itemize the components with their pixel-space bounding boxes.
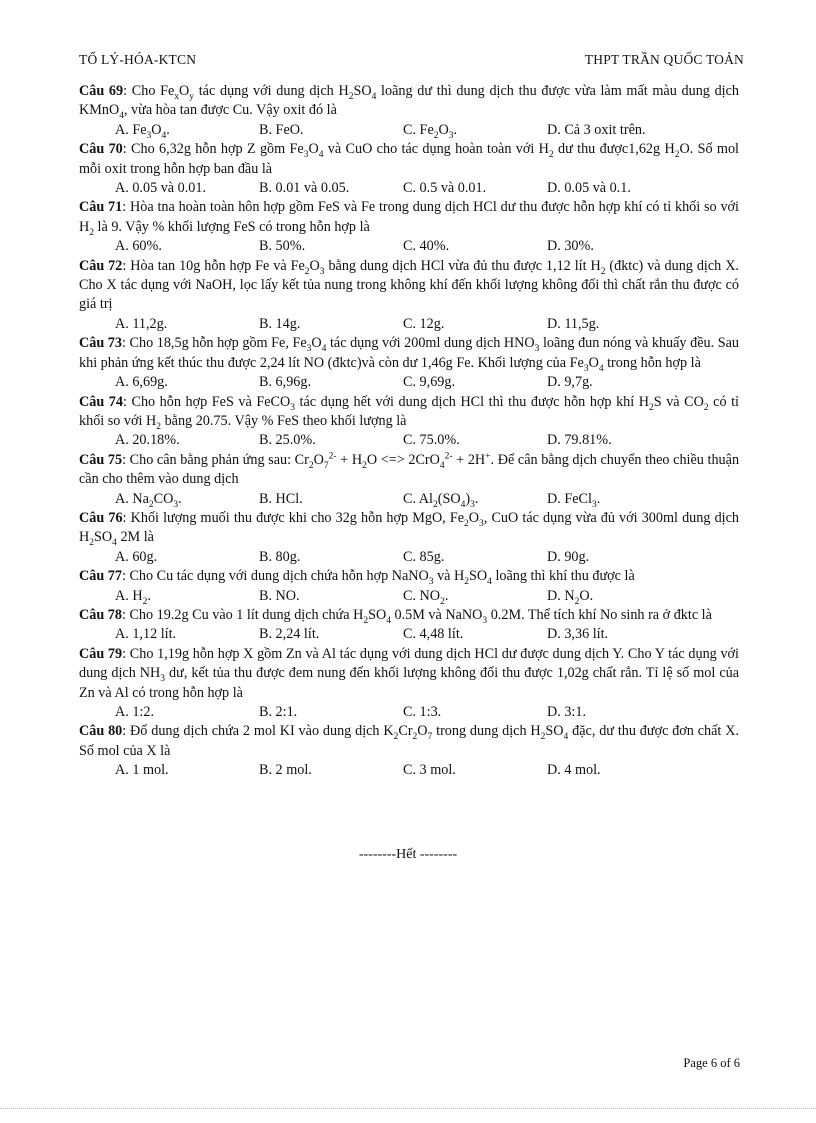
question-block: [79, 140, 739, 198]
question-text: [79, 198, 739, 237]
answer-option: A. $H_2$.: [115, 587, 151, 607]
answer-options: [79, 179, 739, 198]
answer-option: D. 90g.: [547, 548, 590, 565]
question-text: [79, 140, 739, 179]
answer-options: [79, 703, 739, 722]
answer-option: A. 20.18%.: [115, 432, 180, 449]
question-block: [79, 334, 739, 392]
question-text: [79, 451, 739, 490]
question-label: Câu 76: [79, 509, 123, 526]
question-body: : Cho 19.2g Cu vào 1 lít dung dịch chứa $H_2SO_4$ 0.5M và NaNO$_3$ 0.2M. Thể tích khí No sinh ra ở đktc là: [121, 606, 712, 626]
question-body: : Cho hỗn hợp FeS và FeCO$_3$ tác dụng hết với dung dịch HCl thì thu được hỗn hợp khí $H_2S$ và $CO_2$ có tỉ khối so với $H_2$ bằng 20.75. Vậy % FeS theo khối lượng là: [79, 393, 739, 432]
question-label: Câu 71: [79, 199, 123, 216]
question-text: [79, 722, 739, 761]
answer-option: C. 3 mol.: [403, 762, 456, 779]
answer-option: D. 0.05 và 0.1.: [547, 180, 631, 197]
question-text: [79, 334, 739, 373]
answer-option: C. 9,69g.: [403, 374, 456, 391]
question-body: : Cho 6,32g hỗn hợp Z gồm $Fe_3O_4$ và CuO cho tác dụng hoàn toàn với $H_2$ dư thu được1,62g $H_2O$. Số mol mỗi oxit trong hỗn hợp ban đầu là: [79, 141, 739, 177]
answer-option: C. 4,48 lít.: [403, 626, 464, 643]
page-number: Page 6 of 6: [683, 1056, 740, 1070]
answer-option: A. 1:2.: [115, 704, 155, 720]
question-block: [79, 722, 739, 780]
answer-option: D. 3,36 lít.: [547, 626, 609, 643]
question-text: [79, 567, 739, 586]
question-body: : Đổ dung dịch chứa 2 mol KI vào dung dịch $K_2Cr_2O_7$ trong dung dịch $H_2SO_4$ đặc, dư thu được đơn chất X. Số mol của X là: [79, 723, 740, 759]
answer-options: [79, 587, 739, 606]
answer-option: B. NO.: [259, 587, 300, 604]
answer-option: A. 0.05 và 0.01.: [115, 180, 207, 197]
question-body: : Cho 1,19g hỗn hợp X gồm Zn và Al tác dụng với dung dịch HCl dư được dung dịch Y. Cho Y tác dụng với dung dịch $NH_3$ dư, kết tủa thu được đem nung đến khối lượng không đổi thu được 1,02g chất rắn. Tỉ lệ số mol của Zn và Al có trong hỗn hợp là: [79, 645, 740, 701]
answer-option: D. 3:1.: [547, 704, 587, 720]
answer-options: [79, 431, 739, 450]
header-school: THPT TRẦN QUỐC TOẢN: [584, 52, 744, 67]
answer-option: A. 6,69g.: [115, 374, 168, 391]
answer-option: A. 1 mol.: [115, 762, 169, 779]
question-block: [79, 509, 739, 567]
answer-option: C. 1:3.: [403, 704, 442, 720]
question-block: [79, 451, 739, 509]
answer-option: B. 2 mol.: [259, 762, 312, 779]
answer-option: B. HCl.: [259, 490, 303, 507]
header-department: TỔ LÝ-HÓA-KTCN: [79, 52, 197, 67]
question-label: Câu 70: [79, 141, 123, 158]
answer-option: B. 25.0%.: [259, 432, 316, 449]
question-block: [79, 393, 739, 451]
answer-options: [79, 237, 739, 256]
question-label: Câu 72: [79, 257, 123, 274]
answer-option: B. 14g.: [259, 315, 301, 332]
answer-option: B. 6,96g.: [259, 374, 312, 391]
question-body: : Hòa tan 10g hỗn hợp Fe và $Fe_2O_3$ bằng dung dịch HCl vừa đủ thu được 1,12 lít $H_2$ (đktc) và dung dịch X. Cho X tác dụng với NaOH, lọc lấy kết tủa nung trong không khí đến khối lượng không đổi thì chất rắn thu được có giá trị: [79, 257, 739, 313]
question-block: [79, 257, 739, 335]
answer-options: [79, 373, 739, 392]
answer-options: [79, 490, 739, 509]
page-edge-divider: [0, 1108, 816, 1109]
question-text: [79, 509, 739, 548]
question-text: [79, 393, 739, 432]
answer-options: [79, 548, 739, 567]
answer-options: [79, 121, 739, 140]
answer-option: C. 12g.: [403, 315, 445, 332]
answer-option: D. FeCl$_3$.: [547, 490, 601, 510]
answer-option: A. $Na_2CO_3$.: [115, 490, 182, 510]
answer-option: B. 80g.: [259, 548, 301, 565]
answer-options: [79, 625, 739, 644]
answer-option: C. $Al_2(SO_4)_3$.: [403, 490, 479, 510]
answer-option: B. 50%.: [259, 238, 306, 255]
answer-option: B. 0.01 và 0.05.: [259, 180, 350, 197]
question-body: : Hòa tna hoàn toàn hôn hợp gồm FeS và Fe trong dung dịch HCl dư thu được hỗn hợp khí có tỉ khối so với $H_2$ là 9. Vậy % khối lượng FeS có trong hỗn hợp là: [79, 199, 739, 238]
question-body: : Cho 18,5g hỗn hợp gồm Fe, $Fe_3O_4$ tác dụng với 200ml dung dịch $HNO_3$ loãng đun nóng và khuấy đều. Sau khi phản ứng kết thúc thu được 2,24 lít NO (đktc)và còn dư 1,46g Fe. Khối lượng của $Fe_3O_4$ trong hỗn hợp là: [79, 335, 739, 374]
answer-option: D. $N_2O$.: [547, 587, 594, 607]
question-text: [79, 645, 739, 703]
question-block: [79, 198, 739, 256]
answer-option: B. 2,24 lít.: [259, 626, 320, 643]
question-label: Câu 80: [79, 723, 123, 740]
answer-option: D. Cả 3 oxit trên.: [547, 121, 646, 138]
answer-option: A. 60g.: [115, 548, 158, 565]
answer-option: C. $NO_2$.: [403, 587, 449, 607]
answer-option: A. 11,2g.: [115, 315, 168, 332]
question-block: [79, 82, 739, 140]
question-body: : Cho cân bằng phản ứng sau: $Cr_2O_7^{2-} + H_2O$ <=> 2CrO$_4^{2-}$ + 2H+. Để cân bằng dịch chuyển theo chiều thuận cần cho thêm vào dung dịch: [79, 450, 740, 488]
question-block: [79, 645, 739, 723]
answer-option: D. 79.81%.: [547, 432, 612, 449]
question-list: [79, 82, 739, 781]
answer-option: D. 11,5g.: [547, 315, 600, 332]
question-text: [79, 82, 739, 121]
answer-options: [79, 761, 739, 780]
question-label: Câu 75: [79, 451, 123, 468]
question-body: : Cho $Fe_xO_y$ tác dụng với dung dịch $H_2SO_4$ loãng dư thì dung dịch thu được vừa làm mất màu dung dịch KMnO$_4$, vừa hòa tan được Cu. Vậy oxit đó là: [79, 83, 740, 122]
answer-option: B. FeO.: [259, 121, 304, 138]
question-text: [79, 257, 739, 315]
question-body: : Khối lượng muối thu được khi cho 32g hỗn hợp MgO, $Fe_2O_3$, CuO tác dụng vừa đủ với 300ml dung dịch $H_2SO_4$ 2M là: [79, 509, 739, 549]
question-block: [79, 567, 739, 606]
question-label: Câu 78: [79, 606, 122, 623]
answer-option: C. 85g.: [403, 548, 445, 565]
answer-option: A. 60%.: [115, 238, 162, 255]
answer-option: A. 1,12 lít.: [115, 626, 177, 643]
answer-option: C. 0.5 và 0.01.: [403, 180, 487, 197]
answer-option: D. 9,7g.: [547, 374, 593, 391]
page-header: [79, 52, 744, 70]
question-label: Câu 74: [79, 393, 123, 410]
answer-option: C. 75.0%.: [403, 432, 460, 449]
answer-options: [79, 315, 739, 334]
end-mark: --------Hết --------: [358, 847, 458, 862]
question-label: Câu 69: [79, 83, 124, 99]
answer-option: D. 4 mol.: [547, 762, 601, 779]
question-label: Câu 79: [79, 645, 123, 662]
answer-option: D. 30%.: [547, 238, 594, 255]
question-body: : Cho Cu tác dụng với dung dịch chứa hỗn hợp NaNO$_3$ và $H_2SO_4$ loãng thì khí thu được là: [121, 568, 635, 587]
answer-option: B. 2:1.: [259, 704, 298, 720]
question-label: Câu 77: [79, 568, 122, 585]
answer-option: A. $Fe_3O_4$.: [115, 121, 170, 141]
question-label: Câu 73: [79, 335, 122, 352]
question-block: [79, 606, 739, 645]
answer-option: C. 40%.: [403, 238, 450, 255]
question-text: [79, 606, 739, 625]
answer-option: C. $Fe_2O_3$.: [403, 121, 458, 141]
